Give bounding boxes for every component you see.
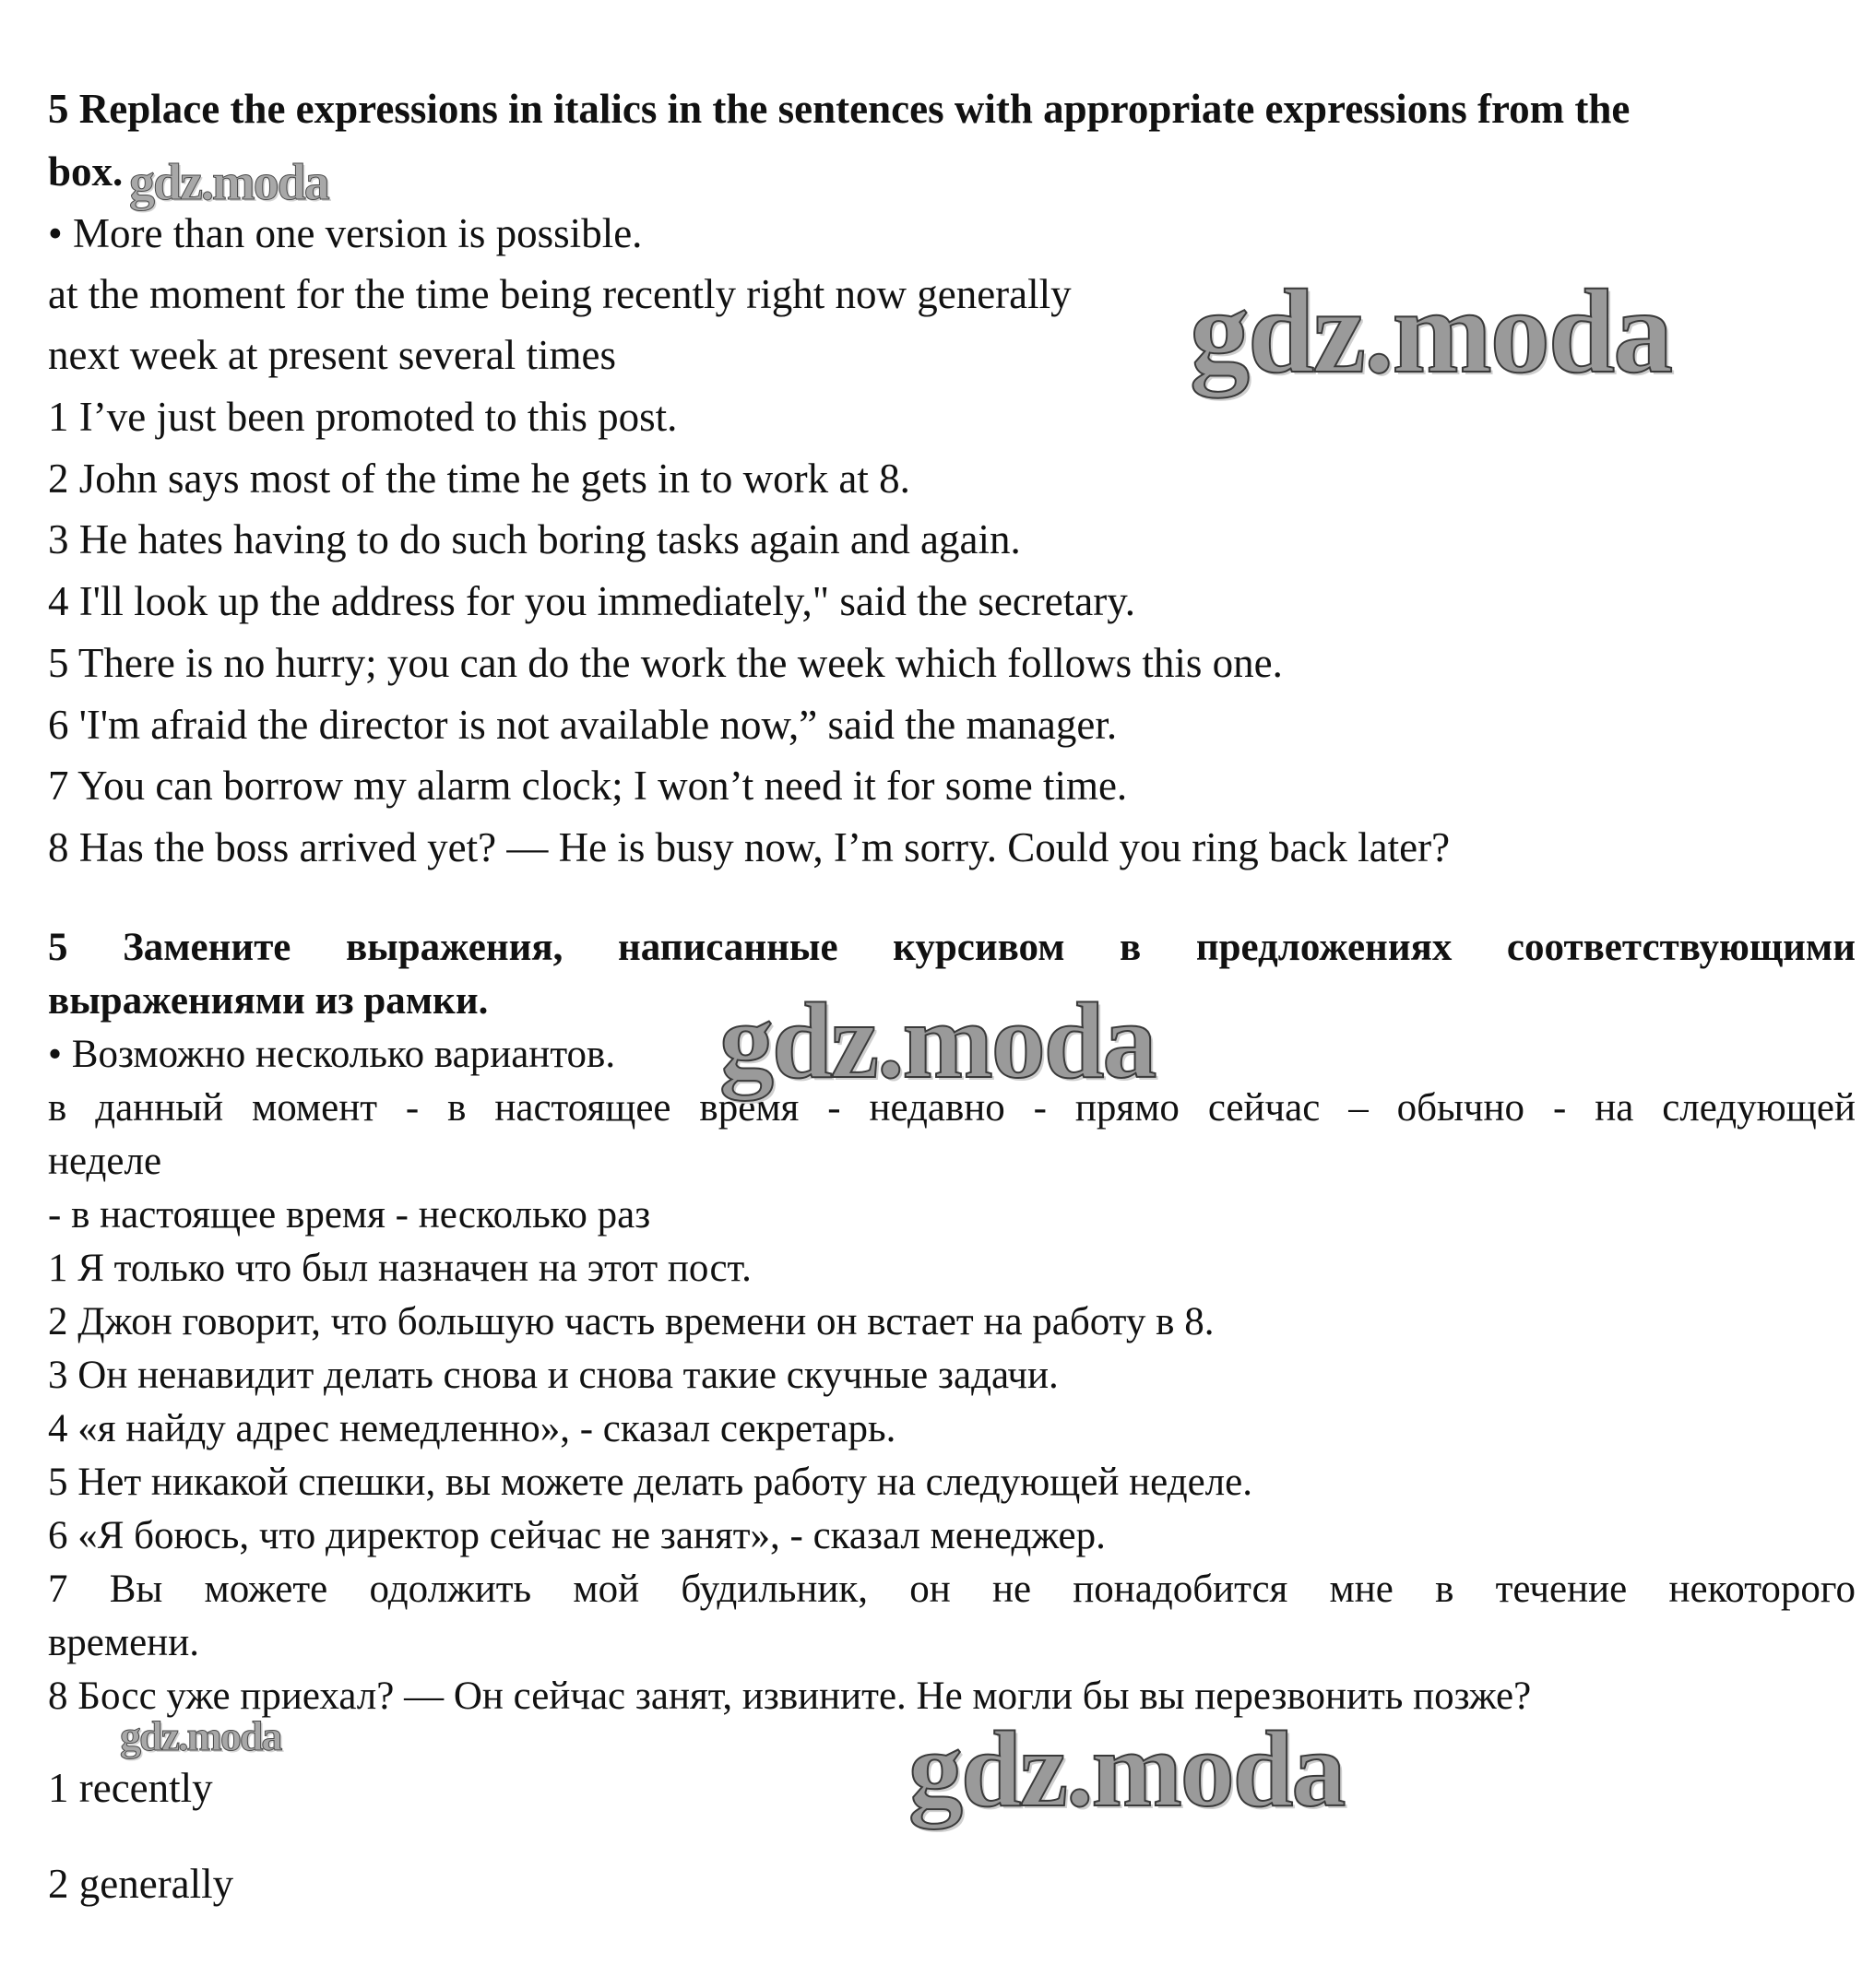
english-sentence-1: 1 I’ve just been promoted to this post. <box>48 394 678 440</box>
russian-sentence-8: 8 Босс уже приехал? — Он сейчас занят, извините. Не могли бы вы перезвонить позже? <box>48 1674 1532 1718</box>
english-sentence-7: 7 You can borrow my alarm clock; I won’t need it for some time. <box>48 763 1128 809</box>
russian-sentence-5: 5 Нет никакой спешки, вы можете делать работу на следующей неделе. <box>48 1461 1252 1504</box>
russian-sentence-1: 1 Я только что был назначен на этот пост. <box>48 1247 752 1290</box>
russian-sentence-6: 6 «Я боюсь, что директор сейчас не занят», - сказал менеджер. <box>48 1514 1106 1557</box>
russian-heading-line2: выражениями из рамки. <box>48 979 489 1023</box>
english-sentence-8: 8 Has the boss arrived yet? — He is busy now, I’m sorry. Could you ring back later? <box>48 824 1451 870</box>
answer-2: 2 generally <box>48 1861 234 1907</box>
english-note: • More than one version is possible. <box>48 210 643 256</box>
watermark-logo: gdz.moda <box>1190 266 1672 398</box>
english-sentence-6: 6 'I'm afraid the director is not available now,” said the manager. <box>48 702 1118 748</box>
watermark-logo: gdz.moda <box>908 1709 1345 1829</box>
russian-sentence-7: 7 Вы можете одолжить мой будильник, он не понадобится мне в течение некоторого <box>48 1568 1856 1611</box>
english-heading-line2: box. <box>48 148 124 195</box>
english-box-line1: at the moment for the time being recently right now generally <box>48 271 1072 317</box>
english-sentence-3: 3 He hates having to do such boring tasks again and again. <box>48 516 1021 562</box>
english-heading-line1: 5 Replace the expressions in italics in the sentences with appropriate expressions from the <box>48 86 1631 132</box>
russian-sentence-2: 2 Джон говорит, что большую часть времени он встает на работу в 8. <box>48 1300 1215 1343</box>
russian-note: • Возможно несколько вариантов. <box>48 1033 616 1076</box>
english-sentence-4: 4 I'll look up the address for you immediately," said the secretary. <box>48 578 1136 624</box>
russian-box-line2: неделе <box>48 1140 162 1183</box>
watermark-logo: gdz.moda <box>120 1712 281 1759</box>
answer-1: 1 recently <box>48 1765 213 1811</box>
watermark-logo: gdz.moda <box>719 980 1156 1101</box>
english-sentence-2: 2 John says most of the time he gets in to work at 8. <box>48 456 910 502</box>
russian-heading-line1: 5 Замените выражения, написанные курсивом в предложениях соответствующими <box>48 926 1856 969</box>
russian-sentence-7-cont: времени. <box>48 1621 199 1664</box>
english-sentence-5: 5 There is no hurry; you can do the work the week which follows this one. <box>48 640 1283 686</box>
watermark-logo: gdz.moda <box>129 154 328 211</box>
russian-box-line1: в данный момент - в настоящее время - недавно - прямо сейчас – обычно - на следующей <box>48 1086 1856 1130</box>
russian-sentence-3: 3 Он ненавидит делать снова и снова такие скучные задачи. <box>48 1354 1059 1397</box>
english-box-line2: next week at present several times <box>48 332 617 378</box>
russian-box-line3: - в настоящее время - несколько раз <box>48 1193 651 1237</box>
russian-sentence-4: 4 «я найду адрес немедленно», - сказал секретарь. <box>48 1407 896 1450</box>
